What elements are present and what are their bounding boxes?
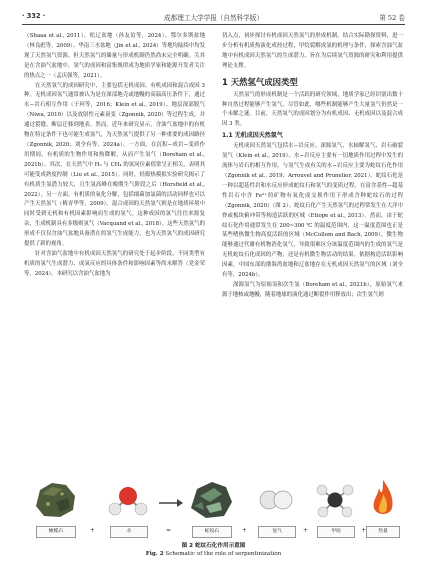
section-heading: 1 天然氢气成因类型 <box>222 76 298 87</box>
plus-sign: + <box>303 527 309 534</box>
plus-sign: + <box>242 527 248 534</box>
figure-number: Fig. 2 <box>145 551 164 557</box>
figure-label: 橄榄石 <box>36 526 76 538</box>
journal-title: 成都理工大学学报（自然科学版） <box>164 14 263 22</box>
paragraph: 在天然氢气的成因研究中，主要包括无机成因、有机成因和混合成因 3 种。无机成因氢气通常被认为是在深部地壳或地幔的高温高压条件下，通过水−岩石相互作用（于珂等，2016；Klein et al., 2019）、地层深部脱气（Niwa, 2019）以及放射性元素衰变（Zgonnik, 2020）等过程生成，并通过裂缝、断层迁移到地表。然而，近年来研究显示，含油气盆地中的有机物在特定条件下也可能生成氢气，为天然氢气提供了另一种重要的成因路径（Zgonnik, 2020；刘全有等，2024a）。一方面，在沉积−成岩−变质作用期间，有机质的生物作用和热降解，从而产生氢气（Boreham et al., 2021b）。其次，在天然气中 H₂ 与 CH₄ 的氢同位素值常呈正相关，表明其可能受成熟度控制（Liu et al., 2015）。同时，烃源热模拟实验研究揭示了有机质生氢潜力较大，且生氢高峰在晚期生气阶段之后（Horsfield et al., 2022）。另一方面，有机质的氧化分解，包括细菌加氯菌的活动同样也可以产生天然氢气（梅青华等，2009）。混合成因的天然氢气则是在地质环境中同时受到无机和有机因素影响而生成的氢气。这种成因的氢气往往来源复杂，生成机制具有多级则氢气（Vacquand et al., 2018）。这些天然氢气的形成不仅仅含油气盆地具备潜在的氢气生成能力，也为天然氢气的成因研究提供了新的视角。 <box>24 82 205 248</box>
reaction-arrow-icon <box>158 498 184 508</box>
page-header <box>22 12 405 24</box>
page-number: · 332 · <box>22 12 46 20</box>
paragraph: 切入点，初步探讨有机成因天然氢气的形成机制。结合实际勘探资料，进一步分析有机质热演化成烃过程、甲烷裂解成氢的机理与条件，探索含油气盆地中有机成因天然氢气的生成潜力，旨在为后续氢气资源的研究和利用提供理论支撑。 <box>222 33 403 69</box>
serpentine-rock-icon <box>188 476 234 522</box>
right-column <box>222 32 403 301</box>
subsection-heading: 1.1 无机成因天然氢气 <box>222 132 283 140</box>
methane-molecule-icon <box>314 476 356 522</box>
paragraph: 无机成因天然氢气包括水−岩反应、深源氢气、水辐解氢气、岩石破裂氢气（Klein et al., 2019）。水−岩反应主要有一切地质作用过程中发生的流体与岩石的相互作用，与氢气生成有关的水−岩反应主要为蛇纹石化作用（Zgonnik et al., 2019；Arrouvel and Prunelier, 2021）。蛇纹石化是一种以超基性岩和水反应形成蛇纹石和氢气的变质过程，在富含基性−超基性岩石中含 Fe²⁺的矿物有氧化成交换作用下形成含种蛇纹石的过程（Zgonnik, 2020）（图 2）。蛇纹石化产生天然氢气的过程常发生在大洋中脊或板块俯冲带等构造活跃的区域（Etiope et al., 2013）。然而，由于蛇纹石化作用通常发生在 200~300 ℃ 的温度范围内，这一温度范围也正是某些嗜热微生物高度活跃的区域（McCollom and Bach, 2009），微生物能够通过代谢有机物消化氢气，导致很难区分该温度范围内的生成的氢气是无机蛇纹石化成因的产物，还是有机微生物活动的结果。依据构造活跃影响因素，中国东部的渤海湾盆地和辽盆地存在无机成因天然氢气的区域（刘全有等，2024b）。 <box>222 143 403 279</box>
figure-caption-text: Schematic of the role of serpentinization <box>165 551 282 557</box>
figure-label: 甲烷 <box>317 526 355 538</box>
figure-label: 氢气 <box>258 526 296 538</box>
paragraph: （Shaaa et al., 2011）、松辽盆地（孙友谊等，2024）、鄂尔多斯盆地（林良彪等，2009）、华南三水盆地（Jin et al., 2024）等地均陆续中均发现了天然氢气资源。但天然氢气的储量与形成机制仍然尚未完全明确。关其是在含油气盆地中，氢气的成因和富集规律成为地质学家和能源开发者关注的热点之一（孟庆强等，2021）。 <box>24 33 205 79</box>
figure-label: 蛇纹石 <box>192 526 232 538</box>
flame-icon <box>370 476 396 522</box>
figure-label: 热量 <box>366 526 400 538</box>
paragraph: 天然氢气的形成机制是一个活跃的研究领域，地质学家已经识别出数十种自然过程能够产生氢气。尽管如此，哪些机制能够产生大量氢气仍然是一个未解之谜。目前，天然氢气的成因划分为有机成因、无机成因以及混合成因 3 类。 <box>222 91 403 128</box>
equals-sign: = <box>166 527 172 534</box>
paragraph: 深源氢气为原始氢和次生氢（Boreham et al., 2021b），原始氢气来源于地核或地幔，随着地球的演化通过断裂作用释放出；次生氢气则 <box>222 281 403 298</box>
volume-number: 第 52 卷 <box>379 14 405 22</box>
left-column <box>24 32 205 280</box>
plus-sign: + <box>90 527 96 534</box>
plus-sign: + <box>361 527 367 534</box>
header-rule <box>22 24 405 25</box>
serpentinization-figure <box>32 476 396 536</box>
paragraph: 针对含油气盆地中有机成因天然氢气的研究处于起步阶段，不同类型有机质的氢气生成潜力、成氢反应的具体条件和影响因素等尚未解答（党金荣等，2024）。本研究以含油气盆地为 <box>24 250 205 277</box>
olivine-rock-icon <box>32 476 78 522</box>
figure-caption-chinese: 图 2 蛇纹石化作用示意图 <box>181 543 246 549</box>
figure-label: 水 <box>110 526 148 538</box>
hydrogen-molecule-icon <box>256 476 296 522</box>
figure-caption-english <box>0 551 427 557</box>
water-molecule-icon <box>106 476 150 522</box>
